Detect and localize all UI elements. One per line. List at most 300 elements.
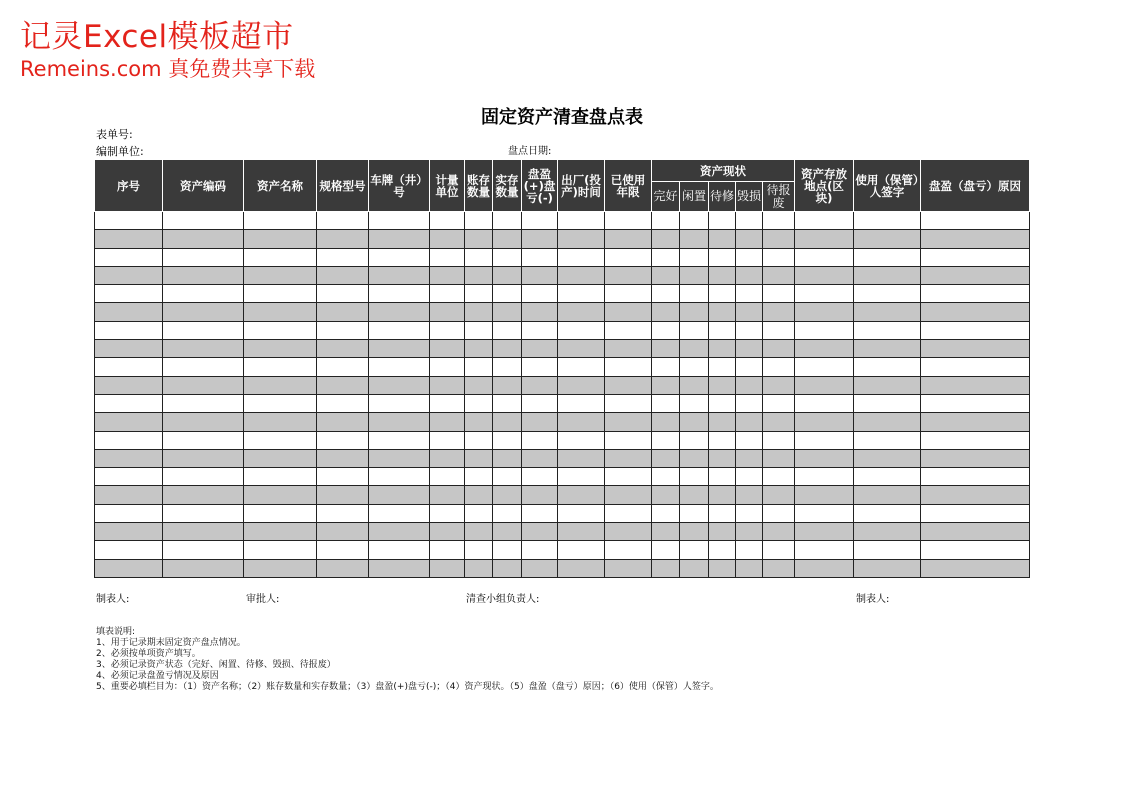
table-cell[interactable] bbox=[854, 431, 921, 449]
table-cell[interactable] bbox=[709, 486, 736, 504]
table-cell[interactable] bbox=[652, 559, 680, 577]
table-cell[interactable] bbox=[95, 303, 163, 321]
table-cell[interactable] bbox=[317, 376, 369, 394]
table-cell[interactable] bbox=[795, 468, 854, 486]
table-cell[interactable] bbox=[605, 413, 652, 431]
table-cell[interactable] bbox=[795, 212, 854, 230]
table-cell[interactable] bbox=[493, 449, 522, 467]
table-cell[interactable] bbox=[430, 394, 465, 412]
table-cell[interactable] bbox=[680, 321, 709, 339]
table-cell[interactable] bbox=[709, 340, 736, 358]
table-cell[interactable] bbox=[680, 504, 709, 522]
table-cell[interactable] bbox=[795, 541, 854, 559]
table-cell[interactable] bbox=[854, 266, 921, 284]
table-cell[interactable] bbox=[921, 340, 1030, 358]
table-cell[interactable] bbox=[317, 468, 369, 486]
table-cell[interactable] bbox=[854, 248, 921, 266]
table-cell[interactable] bbox=[795, 523, 854, 541]
table-cell[interactable] bbox=[465, 230, 493, 248]
table-cell[interactable] bbox=[493, 486, 522, 504]
table-cell[interactable] bbox=[558, 358, 605, 376]
table-cell[interactable] bbox=[736, 431, 763, 449]
table-cell[interactable] bbox=[652, 266, 680, 284]
table-cell[interactable] bbox=[558, 266, 605, 284]
table-cell[interactable] bbox=[605, 468, 652, 486]
table-cell[interactable] bbox=[795, 504, 854, 522]
table-cell[interactable] bbox=[244, 523, 317, 541]
table-cell[interactable] bbox=[709, 266, 736, 284]
table-cell[interactable] bbox=[244, 212, 317, 230]
table-cell[interactable] bbox=[244, 394, 317, 412]
table-cell[interactable] bbox=[652, 285, 680, 303]
table-cell[interactable] bbox=[680, 541, 709, 559]
table-cell[interactable] bbox=[680, 340, 709, 358]
table-cell[interactable] bbox=[369, 486, 430, 504]
table-cell[interactable] bbox=[605, 212, 652, 230]
table-cell[interactable] bbox=[652, 504, 680, 522]
table-cell[interactable] bbox=[605, 321, 652, 339]
table-cell[interactable] bbox=[921, 248, 1030, 266]
table-cell[interactable] bbox=[763, 413, 795, 431]
table-cell[interactable] bbox=[921, 303, 1030, 321]
table-cell[interactable] bbox=[369, 303, 430, 321]
table-cell[interactable] bbox=[369, 358, 430, 376]
table-cell[interactable] bbox=[317, 358, 369, 376]
table-cell[interactable] bbox=[522, 212, 558, 230]
table-cell[interactable] bbox=[652, 486, 680, 504]
table-cell[interactable] bbox=[465, 321, 493, 339]
table-cell[interactable] bbox=[369, 504, 430, 522]
table-cell[interactable] bbox=[95, 248, 163, 266]
table-cell[interactable] bbox=[795, 431, 854, 449]
table-cell[interactable] bbox=[709, 248, 736, 266]
table-cell[interactable] bbox=[763, 486, 795, 504]
table-cell[interactable] bbox=[558, 468, 605, 486]
table-cell[interactable] bbox=[854, 541, 921, 559]
table-cell[interactable] bbox=[921, 559, 1030, 577]
table-cell[interactable] bbox=[736, 394, 763, 412]
table-cell[interactable] bbox=[163, 230, 244, 248]
table-cell[interactable] bbox=[369, 559, 430, 577]
table-cell[interactable] bbox=[163, 248, 244, 266]
table-cell[interactable] bbox=[558, 230, 605, 248]
table-cell[interactable] bbox=[317, 285, 369, 303]
table-cell[interactable] bbox=[854, 321, 921, 339]
table-cell[interactable] bbox=[317, 541, 369, 559]
table-cell[interactable] bbox=[244, 321, 317, 339]
table-cell[interactable] bbox=[854, 449, 921, 467]
table-cell[interactable] bbox=[605, 394, 652, 412]
table-cell[interactable] bbox=[465, 358, 493, 376]
table-cell[interactable] bbox=[522, 230, 558, 248]
table-cell[interactable] bbox=[605, 285, 652, 303]
table-cell[interactable] bbox=[921, 468, 1030, 486]
table-cell[interactable] bbox=[736, 523, 763, 541]
table-cell[interactable] bbox=[605, 504, 652, 522]
table-cell[interactable] bbox=[369, 376, 430, 394]
table-cell[interactable] bbox=[317, 340, 369, 358]
table-cell[interactable] bbox=[795, 394, 854, 412]
table-cell[interactable] bbox=[163, 413, 244, 431]
table-cell[interactable] bbox=[652, 541, 680, 559]
table-cell[interactable] bbox=[763, 212, 795, 230]
table-cell[interactable] bbox=[558, 431, 605, 449]
table-cell[interactable] bbox=[605, 266, 652, 284]
table-cell[interactable] bbox=[736, 321, 763, 339]
table-cell[interactable] bbox=[921, 212, 1030, 230]
table-cell[interactable] bbox=[369, 541, 430, 559]
table-cell[interactable] bbox=[558, 321, 605, 339]
table-cell[interactable] bbox=[317, 413, 369, 431]
table-cell[interactable] bbox=[493, 523, 522, 541]
table-cell[interactable] bbox=[709, 212, 736, 230]
table-cell[interactable] bbox=[921, 358, 1030, 376]
table-cell[interactable] bbox=[680, 266, 709, 284]
table-cell[interactable] bbox=[493, 376, 522, 394]
table-cell[interactable] bbox=[493, 468, 522, 486]
table-cell[interactable] bbox=[430, 541, 465, 559]
table-cell[interactable] bbox=[680, 358, 709, 376]
table-cell[interactable] bbox=[163, 523, 244, 541]
table-cell[interactable] bbox=[465, 248, 493, 266]
table-cell[interactable] bbox=[369, 212, 430, 230]
table-cell[interactable] bbox=[795, 559, 854, 577]
table-cell[interactable] bbox=[736, 559, 763, 577]
table-cell[interactable] bbox=[95, 212, 163, 230]
table-cell[interactable] bbox=[95, 431, 163, 449]
table-cell[interactable] bbox=[95, 486, 163, 504]
table-cell[interactable] bbox=[163, 376, 244, 394]
table-cell[interactable] bbox=[680, 303, 709, 321]
table-cell[interactable] bbox=[317, 321, 369, 339]
table-cell[interactable] bbox=[163, 303, 244, 321]
table-cell[interactable] bbox=[465, 303, 493, 321]
table-cell[interactable] bbox=[605, 358, 652, 376]
table-cell[interactable] bbox=[680, 559, 709, 577]
table-cell[interactable] bbox=[921, 266, 1030, 284]
table-cell[interactable] bbox=[709, 541, 736, 559]
table-cell[interactable] bbox=[95, 358, 163, 376]
table-cell[interactable] bbox=[854, 340, 921, 358]
table-cell[interactable] bbox=[95, 230, 163, 248]
table-cell[interactable] bbox=[854, 212, 921, 230]
table-cell[interactable] bbox=[244, 340, 317, 358]
table-cell[interactable] bbox=[763, 248, 795, 266]
table-cell[interactable] bbox=[558, 413, 605, 431]
table-cell[interactable] bbox=[465, 504, 493, 522]
table-cell[interactable] bbox=[921, 541, 1030, 559]
table-cell[interactable] bbox=[163, 321, 244, 339]
table-cell[interactable] bbox=[430, 266, 465, 284]
table-cell[interactable] bbox=[854, 413, 921, 431]
table-cell[interactable] bbox=[317, 248, 369, 266]
table-cell[interactable] bbox=[430, 468, 465, 486]
table-cell[interactable] bbox=[465, 212, 493, 230]
table-cell[interactable] bbox=[522, 340, 558, 358]
table-cell[interactable] bbox=[493, 321, 522, 339]
table-cell[interactable] bbox=[163, 266, 244, 284]
table-cell[interactable] bbox=[244, 413, 317, 431]
table-cell[interactable] bbox=[493, 340, 522, 358]
table-cell[interactable] bbox=[709, 394, 736, 412]
table-cell[interactable] bbox=[709, 559, 736, 577]
table-cell[interactable] bbox=[558, 504, 605, 522]
table-cell[interactable] bbox=[736, 541, 763, 559]
table-cell[interactable] bbox=[430, 523, 465, 541]
table-cell[interactable] bbox=[369, 394, 430, 412]
table-cell[interactable] bbox=[736, 358, 763, 376]
table-cell[interactable] bbox=[430, 285, 465, 303]
table-cell[interactable] bbox=[317, 266, 369, 284]
table-cell[interactable] bbox=[795, 340, 854, 358]
table-cell[interactable] bbox=[369, 468, 430, 486]
table-cell[interactable] bbox=[493, 413, 522, 431]
table-cell[interactable] bbox=[163, 212, 244, 230]
table-cell[interactable] bbox=[795, 376, 854, 394]
table-cell[interactable] bbox=[795, 413, 854, 431]
table-cell[interactable] bbox=[680, 285, 709, 303]
table-cell[interactable] bbox=[680, 212, 709, 230]
table-cell[interactable] bbox=[795, 358, 854, 376]
table-cell[interactable] bbox=[652, 394, 680, 412]
table-cell[interactable] bbox=[244, 486, 317, 504]
table-cell[interactable] bbox=[763, 504, 795, 522]
table-cell[interactable] bbox=[763, 340, 795, 358]
table-cell[interactable] bbox=[522, 321, 558, 339]
table-cell[interactable] bbox=[244, 303, 317, 321]
table-cell[interactable] bbox=[558, 523, 605, 541]
table-cell[interactable] bbox=[244, 376, 317, 394]
table-cell[interactable] bbox=[244, 468, 317, 486]
table-cell[interactable] bbox=[795, 285, 854, 303]
table-cell[interactable] bbox=[163, 394, 244, 412]
table-cell[interactable] bbox=[763, 541, 795, 559]
table-cell[interactable] bbox=[736, 504, 763, 522]
table-cell[interactable] bbox=[795, 303, 854, 321]
table-cell[interactable] bbox=[652, 303, 680, 321]
table-cell[interactable] bbox=[522, 413, 558, 431]
table-cell[interactable] bbox=[854, 285, 921, 303]
table-cell[interactable] bbox=[163, 486, 244, 504]
table-cell[interactable] bbox=[465, 541, 493, 559]
table-cell[interactable] bbox=[763, 523, 795, 541]
table-cell[interactable] bbox=[763, 394, 795, 412]
table-cell[interactable] bbox=[95, 285, 163, 303]
table-cell[interactable] bbox=[652, 230, 680, 248]
table-cell[interactable] bbox=[680, 230, 709, 248]
table-cell[interactable] bbox=[763, 376, 795, 394]
table-cell[interactable] bbox=[369, 340, 430, 358]
table-cell[interactable] bbox=[736, 303, 763, 321]
table-cell[interactable] bbox=[763, 285, 795, 303]
table-cell[interactable] bbox=[369, 230, 430, 248]
table-cell[interactable] bbox=[430, 449, 465, 467]
table-cell[interactable] bbox=[652, 212, 680, 230]
table-cell[interactable] bbox=[605, 523, 652, 541]
table-cell[interactable] bbox=[163, 504, 244, 522]
table-cell[interactable] bbox=[652, 431, 680, 449]
table-cell[interactable] bbox=[317, 212, 369, 230]
table-cell[interactable] bbox=[244, 358, 317, 376]
table-cell[interactable] bbox=[854, 303, 921, 321]
table-cell[interactable] bbox=[605, 431, 652, 449]
table-cell[interactable] bbox=[522, 358, 558, 376]
table-cell[interactable] bbox=[709, 321, 736, 339]
table-cell[interactable] bbox=[680, 413, 709, 431]
table-cell[interactable] bbox=[430, 340, 465, 358]
table-cell[interactable] bbox=[795, 266, 854, 284]
table-cell[interactable] bbox=[522, 376, 558, 394]
table-cell[interactable] bbox=[709, 431, 736, 449]
table-cell[interactable] bbox=[736, 230, 763, 248]
table-cell[interactable] bbox=[605, 541, 652, 559]
table-cell[interactable] bbox=[921, 285, 1030, 303]
table-cell[interactable] bbox=[465, 486, 493, 504]
table-cell[interactable] bbox=[522, 285, 558, 303]
table-cell[interactable] bbox=[652, 449, 680, 467]
table-cell[interactable] bbox=[558, 285, 605, 303]
table-cell[interactable] bbox=[605, 376, 652, 394]
table-cell[interactable] bbox=[465, 394, 493, 412]
table-cell[interactable] bbox=[95, 321, 163, 339]
table-cell[interactable] bbox=[244, 449, 317, 467]
table-cell[interactable] bbox=[680, 468, 709, 486]
table-cell[interactable] bbox=[369, 449, 430, 467]
table-cell[interactable] bbox=[493, 248, 522, 266]
table-cell[interactable] bbox=[558, 449, 605, 467]
table-cell[interactable] bbox=[736, 340, 763, 358]
table-cell[interactable] bbox=[430, 303, 465, 321]
table-cell[interactable] bbox=[493, 285, 522, 303]
table-cell[interactable] bbox=[921, 486, 1030, 504]
table-cell[interactable] bbox=[736, 285, 763, 303]
table-cell[interactable] bbox=[921, 321, 1030, 339]
table-cell[interactable] bbox=[854, 230, 921, 248]
table-cell[interactable] bbox=[163, 285, 244, 303]
table-cell[interactable] bbox=[736, 468, 763, 486]
table-cell[interactable] bbox=[244, 504, 317, 522]
table-cell[interactable] bbox=[709, 358, 736, 376]
table-cell[interactable] bbox=[522, 486, 558, 504]
table-cell[interactable] bbox=[558, 248, 605, 266]
table-cell[interactable] bbox=[522, 468, 558, 486]
table-cell[interactable] bbox=[605, 449, 652, 467]
table-cell[interactable] bbox=[736, 486, 763, 504]
table-cell[interactable] bbox=[763, 230, 795, 248]
table-cell[interactable] bbox=[465, 376, 493, 394]
table-cell[interactable] bbox=[317, 486, 369, 504]
table-cell[interactable] bbox=[680, 449, 709, 467]
table-cell[interactable] bbox=[605, 486, 652, 504]
table-cell[interactable] bbox=[317, 504, 369, 522]
table-cell[interactable] bbox=[163, 468, 244, 486]
table-cell[interactable] bbox=[430, 376, 465, 394]
table-cell[interactable] bbox=[465, 559, 493, 577]
table-cell[interactable] bbox=[522, 303, 558, 321]
table-cell[interactable] bbox=[605, 303, 652, 321]
table-cell[interactable] bbox=[736, 212, 763, 230]
table-cell[interactable] bbox=[736, 248, 763, 266]
table-cell[interactable] bbox=[522, 431, 558, 449]
table-cell[interactable] bbox=[680, 431, 709, 449]
table-cell[interactable] bbox=[430, 559, 465, 577]
table-cell[interactable] bbox=[736, 266, 763, 284]
table-cell[interactable] bbox=[430, 212, 465, 230]
table-cell[interactable] bbox=[95, 523, 163, 541]
table-cell[interactable] bbox=[854, 376, 921, 394]
table-cell[interactable] bbox=[558, 212, 605, 230]
table-cell[interactable] bbox=[430, 248, 465, 266]
table-cell[interactable] bbox=[369, 321, 430, 339]
table-cell[interactable] bbox=[652, 413, 680, 431]
table-cell[interactable] bbox=[736, 413, 763, 431]
table-cell[interactable] bbox=[795, 449, 854, 467]
table-cell[interactable] bbox=[369, 431, 430, 449]
table-cell[interactable] bbox=[795, 486, 854, 504]
table-cell[interactable] bbox=[95, 541, 163, 559]
table-cell[interactable] bbox=[854, 504, 921, 522]
table-cell[interactable] bbox=[921, 230, 1030, 248]
table-cell[interactable] bbox=[709, 468, 736, 486]
table-cell[interactable] bbox=[605, 340, 652, 358]
table-cell[interactable] bbox=[558, 303, 605, 321]
table-cell[interactable] bbox=[652, 468, 680, 486]
table-cell[interactable] bbox=[493, 212, 522, 230]
table-cell[interactable] bbox=[680, 248, 709, 266]
table-cell[interactable] bbox=[709, 413, 736, 431]
table-cell[interactable] bbox=[652, 376, 680, 394]
table-cell[interactable] bbox=[921, 504, 1030, 522]
table-cell[interactable] bbox=[317, 394, 369, 412]
table-cell[interactable] bbox=[244, 541, 317, 559]
table-cell[interactable] bbox=[763, 303, 795, 321]
table-cell[interactable] bbox=[493, 358, 522, 376]
table-cell[interactable] bbox=[652, 523, 680, 541]
table-cell[interactable] bbox=[522, 266, 558, 284]
table-cell[interactable] bbox=[163, 431, 244, 449]
table-cell[interactable] bbox=[605, 248, 652, 266]
table-cell[interactable] bbox=[652, 358, 680, 376]
table-cell[interactable] bbox=[652, 248, 680, 266]
table-cell[interactable] bbox=[317, 431, 369, 449]
table-cell[interactable] bbox=[369, 285, 430, 303]
table-cell[interactable] bbox=[680, 523, 709, 541]
table-cell[interactable] bbox=[921, 413, 1030, 431]
table-cell[interactable] bbox=[921, 394, 1030, 412]
table-cell[interactable] bbox=[244, 266, 317, 284]
table-cell[interactable] bbox=[522, 523, 558, 541]
table-cell[interactable] bbox=[605, 559, 652, 577]
table-cell[interactable] bbox=[763, 358, 795, 376]
table-cell[interactable] bbox=[522, 559, 558, 577]
table-cell[interactable] bbox=[369, 266, 430, 284]
table-cell[interactable] bbox=[465, 523, 493, 541]
table-cell[interactable] bbox=[921, 523, 1030, 541]
table-cell[interactable] bbox=[709, 523, 736, 541]
table-cell[interactable] bbox=[763, 449, 795, 467]
table-cell[interactable] bbox=[95, 504, 163, 522]
table-cell[interactable] bbox=[763, 321, 795, 339]
table-cell[interactable] bbox=[522, 449, 558, 467]
table-cell[interactable] bbox=[709, 230, 736, 248]
table-cell[interactable] bbox=[163, 340, 244, 358]
table-cell[interactable] bbox=[163, 541, 244, 559]
table-cell[interactable] bbox=[244, 285, 317, 303]
table-cell[interactable] bbox=[558, 376, 605, 394]
table-cell[interactable] bbox=[95, 449, 163, 467]
table-cell[interactable] bbox=[493, 303, 522, 321]
table-cell[interactable] bbox=[763, 559, 795, 577]
